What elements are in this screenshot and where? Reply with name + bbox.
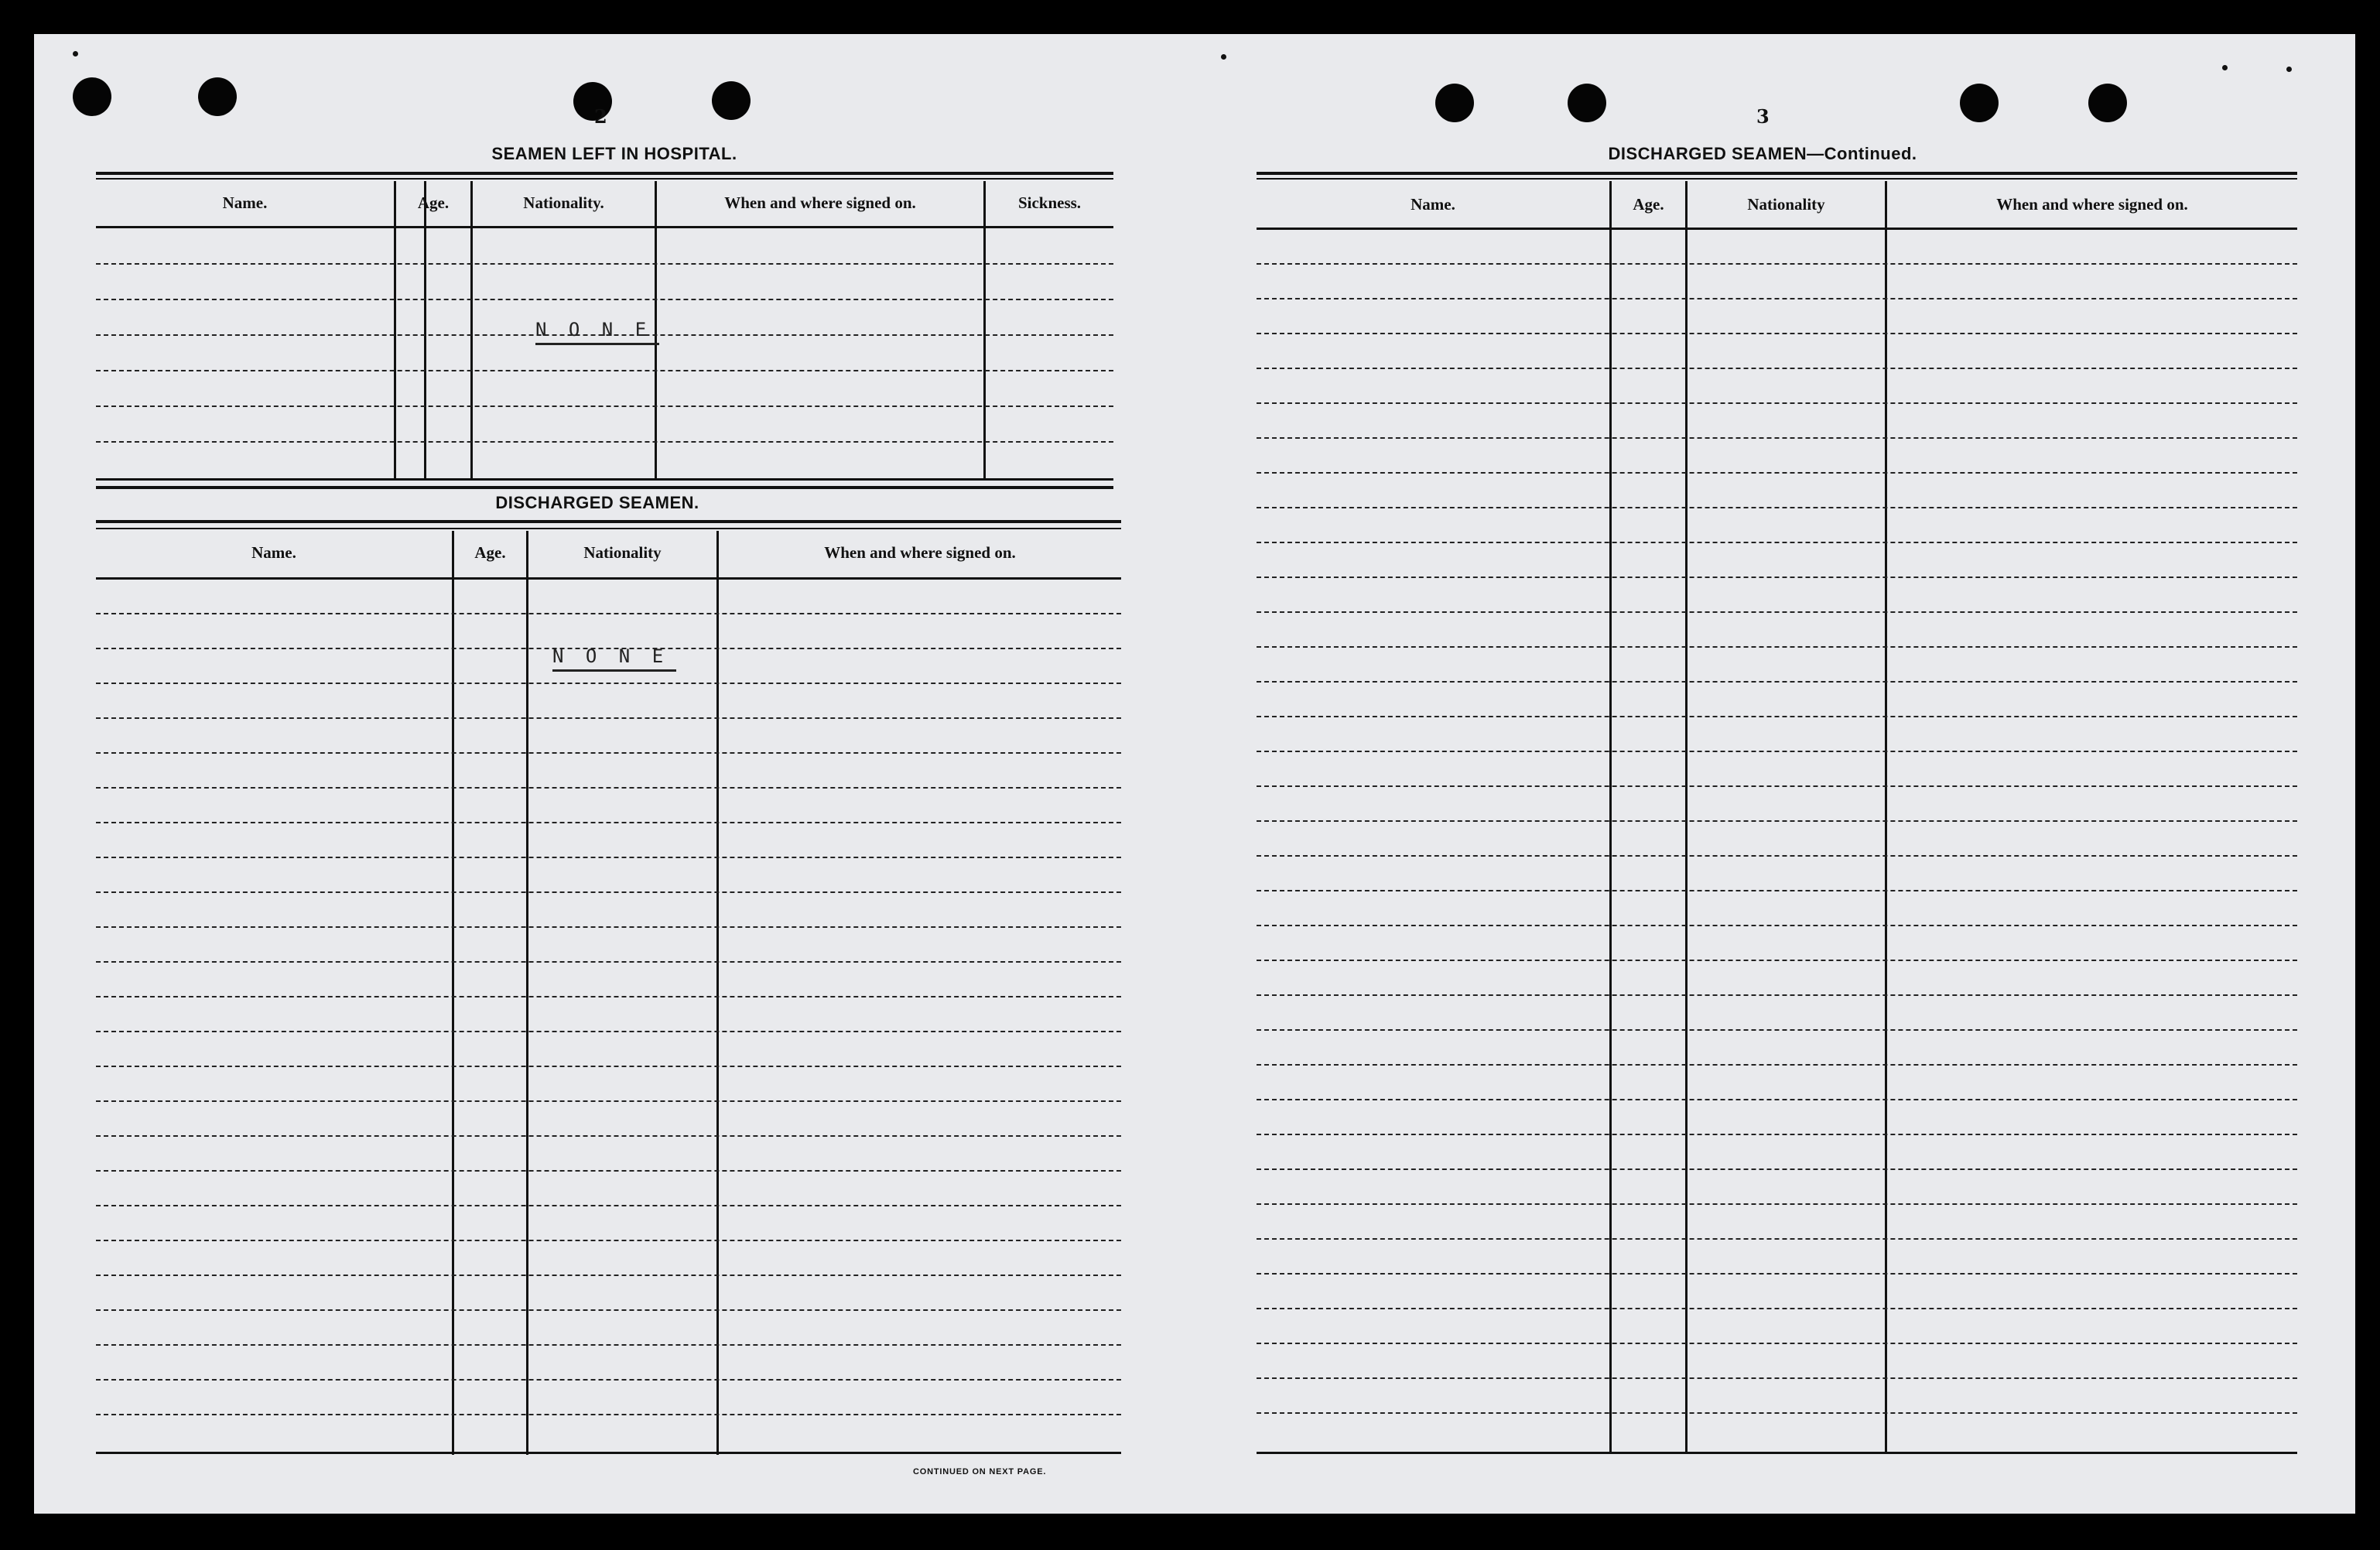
punch-hole [1960,84,1999,122]
discharged-col-nationality: Nationality [583,543,662,562]
punch-hole [1568,84,1606,122]
ink-speck [1221,54,1226,60]
continued-col-age: Age. [1633,195,1664,214]
discharged-section-title: DISCHARGED SEAMEN. [495,493,699,512]
continued-col-name: Name. [1411,195,1455,214]
discharged-none-entry: N O N E [552,645,676,672]
discharged-col-age: Age. [474,543,506,562]
discharged-continued-title: DISCHARGED SEAMEN—Continued. [1608,144,1917,163]
ink-speck [2286,67,2292,72]
discharged-col-signed-on: When and where signed on. [824,543,1016,562]
hospital-col-sickness: Sickness. [1017,193,1082,212]
discharged-table [96,488,1121,1464]
hospital-table [96,172,1113,489]
discharged-col-name: Name. [251,543,296,562]
continued-col-nationality: Nationality [1747,195,1825,214]
scanned-document [34,34,2355,1514]
continued-footer: CONTINUED ON NEXT PAGE. [913,1467,1047,1476]
ink-speck [2222,65,2228,70]
hospital-col-age: Age. [417,193,450,212]
hospital-col-name: Name. [222,193,268,212]
punch-hole [712,81,751,120]
hospital-none-entry: N O N E [535,319,659,345]
hospital-section-title: SEAMEN LEFT IN HOSPITAL. [491,144,737,163]
page-number: 2 [594,105,607,128]
ink-speck [73,51,78,56]
discharged-continued-table [1257,172,2297,1464]
continued-col-signed-on: When and where signed on. [1996,195,2188,214]
hospital-col-nationality: Nationality. [523,193,604,212]
punch-hole [2088,84,2127,122]
punch-hole [73,77,111,116]
punch-hole [198,77,237,116]
punch-hole [1435,84,1474,122]
page-number: 3 [1756,105,1770,128]
hospital-col-signed-on: When and where signed on. [724,193,916,212]
